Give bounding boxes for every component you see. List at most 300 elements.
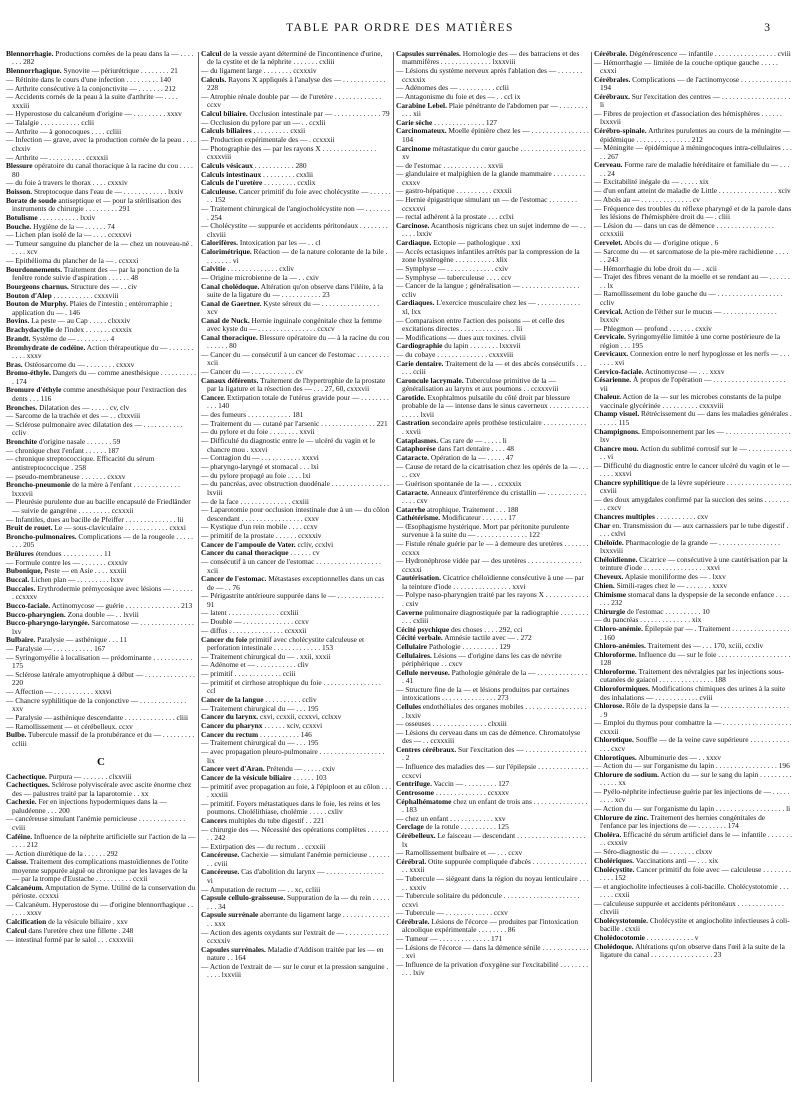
entry-text: Traitement de la — et des abcès consécutifs . . . . . . cciii [402,358,586,377]
index-entry [594,93,792,110]
entry-text: — Adénome et — . . . . . . . . . . . cliv [201,660,309,670]
entry-term: Cancer du foie [201,634,248,644]
index-entry [594,685,792,702]
entry-text: — Kystique d'un rein mobile . . . . ccxv [201,522,318,532]
index-entry [594,290,792,307]
index-entry [6,197,196,214]
entry-term: Centrosome [396,787,435,797]
entry-text: de la lèvre supérieure . . . . . . . . . . . . . . . . . . cxviii [600,477,792,496]
entry-term: Cancer du pharynx [201,721,263,731]
entry-term: Chancres multiples [594,512,655,522]
index-entry [6,421,196,438]
index-entry [201,248,391,265]
entry-text: dans l'uretère chez une fillette . 248 [26,925,134,935]
entry-text: — Double — . . . . . . . . . . . . . . ccxv [201,617,309,627]
entry-term: Chlorotique. [594,735,634,745]
entry-text: Modificateur . . . . . . . 17 [440,513,516,523]
entry-term: Calculs. [201,74,227,84]
entry-text: Cancer primitif du foie avec cholécystite — . . . . . . . . 152 [207,187,391,205]
entry-text: — Cancer du — consécutif à un cancer de l'estomac . . . . . . . . . xcii [201,350,389,368]
entry-text: — Tubercule — . . . . . . . . . . . . . ccxv [396,908,508,918]
entry-term: Calculeuse. [201,187,237,197]
index-entry [201,93,391,110]
entry-text: — Guérison spontanée de la — . . ccxxxix [396,478,522,488]
entry-text: — Hernie épigastrique simulant un — de l'estomac . . . . . . . . ccxxxvi [396,195,577,213]
entry-text: — osseuses . . . . . . . . . . . . . . . clxxiii [396,719,507,729]
entry-text: — Fibres de projection et d'association des hémisphères . . . . . . lxxxvii [594,109,782,127]
entry-term: Caverne [396,607,423,617]
entry-text: Action thérapeutique du — . . . . . . . . . . . xxxv [12,342,194,360]
index-entry [396,729,589,746]
entry-text: Souffle — de la veine cave supérieure . . . . . . . . . . . . . . cxcv [600,735,790,753]
entry-text: — Lésions de l'écorce — dans la démence sénile . . . . . . . . . . . . . . xvi [396,942,589,961]
entry-text: — Extirpation des — du rectum . . ccxxiii [201,841,326,851]
entry-text: — Fistule rénale guérie par le — à demeure des uretères . . . . . . . ccxxx [396,539,589,557]
page-number: 3 [764,22,770,34]
index-entry [6,344,196,361]
index-entry [594,814,792,831]
entry-text: — de l'estomac . . . . . . . . . . . . xxvii [396,160,504,170]
index-entry [396,669,589,686]
entry-text: — Excitabilité inégale du — . . . . . xix [594,177,709,187]
entry-text: — primitif . . . . . . . . . . . . . cciii [201,669,296,679]
entry-term: Cancer de la vésicule biliaire [201,772,292,782]
index-entry [6,93,196,110]
entry-term: Char [594,520,611,530]
entry-text: Traitement des hernies congénitales de l'enfance par les injections de — . . . . . . . . 174 [600,812,766,831]
entry-text: comme anesthésique pour l'extraction des dents . . . 116 [12,385,187,403]
index-entry [594,127,792,144]
index-entry [594,719,792,736]
entry-text: — du pylore et du foie . . . . . . . . xxvii [201,427,315,437]
entry-term: Cathétérisme. [396,513,441,523]
entry-text: Aplasie moniliforme des — . lxxv [623,572,726,582]
entry-term: Calculs vésicaux [201,160,253,170]
entry-term: Cachectiques. [6,780,50,790]
entry-term: Caféine. [6,831,33,841]
entry-text: Réaction — de la nature colorante de la bile . . . . . . . . vi [207,247,388,265]
entry-term: Buccal. [6,575,30,585]
entry-text: de la vésicule biliaire . xxv [46,917,128,927]
entry-text: Altération qu'on observe dans l'iléite, à la suite de la ligature du — . . . . . . . . . . . 23 [207,281,384,300]
index-entry [396,248,589,265]
entry-text: Acanthosis nigricans chez un sujet indemne de — . . . . . . lxxiv [402,220,586,239]
entry-term: Cancers [201,815,227,825]
index-entry [594,393,792,410]
entry-term: Cardiographie [396,341,443,351]
entry-term: Cervico-faciale. [594,366,644,376]
entry-text: Occlusion intestinale par — . . . . . . . . . . . . . 79 [247,109,390,119]
index-entry [396,574,589,591]
index-entry [594,771,792,788]
entry-text: — Arthrite consécutive à la conjonctivite — . . . . . . . 212 [6,83,176,93]
entry-term: Castration [396,418,430,428]
index-entry [6,901,196,918]
entry-term: Carcinose. [396,220,430,230]
index-entry [6,50,196,67]
entry-text: Modifications chimiques des urines à la suite des inhalations — . . . . . . . . . . . . cviii [600,684,786,702]
entry-text: — Cancer du — . . . . . . . . . . . . cv [201,367,303,377]
entry-text: — Hémorrhagie du lobe droit du — . xcii [594,263,717,273]
index-entry [396,875,589,892]
index-entry [201,748,391,765]
entry-term: Centrifuge. [396,779,432,789]
page-title: TABLE PAR ORDRE DES MATIÈRES [286,22,514,34]
entry-text: Influence de la néphrite artificielle sur l'action de la — . . . . 212 [12,831,196,849]
index-entry [396,317,589,334]
entry-term: Chlorose. [594,701,625,711]
entry-term: Cervicaux. [594,349,629,359]
entry-text: pulmonaire diagnostiquée par la radiographie . . . . . . . . . . . cxliii [402,607,589,625]
index-entry [396,892,589,909]
entry-text: Altérations qu'on observe dans l'œil à la suite de la ligature du canal . . . . . . . . . . . . . . . . . 23 [600,941,785,960]
entry-text: — Antagonisme du foie et des — . . ccl ix [396,91,521,101]
entry-term: Cheveux. [594,572,624,582]
entry-text: — Méningite — épidémique à méningocoques intra-cellulaires . . . . . 267 [594,143,792,161]
entry-text: Lésions de l'écorce — produites par l'intoxication alcoolique expérimentale . . . . . . . . 86 [402,917,579,935]
entry-text: — Contagion du — . . . . . . . . . . . xxxvi [201,453,319,463]
entry-text: . . . . . . . . . cxxlii [261,169,314,179]
entry-term: Césarienne. [594,375,632,385]
entry-text: Cicatrice — consécutive à une cautérisation par la teinture d'iode . . . . . . . . . . . . . . . . . xxvi [600,555,788,573]
entry-text: endothéliales des organes mobiles . . . . . . . . . . . . . . . . . . lxxiv [402,702,587,720]
entry-text: Hygiène de la — . . . . . . 74 [31,221,115,231]
entry-term: Caisse. [6,857,28,867]
index-entry [594,273,792,290]
entry-text: multiples du tube digestif . . 221 [226,815,325,825]
index-entry [6,481,196,498]
entry-text: — Tubercule — siégeant dans la région du noyau lenticulaire . . . . . xxxiv [396,874,589,892]
entry-term: Canaux déférents. [201,375,259,385]
index-entry [201,317,391,334]
index-entry [201,437,391,454]
entry-term: Cécité psychique [396,624,450,634]
entry-term: Canal cholédoque. [201,281,260,291]
index-entry [201,300,391,317]
entry-text: — d'un enfant atteint de maladie de Little . . . . . . . . . . . . . . . . xciv [594,186,791,196]
entry-term: Carotide. [396,392,426,402]
entry-term: Bronches. [6,402,38,412]
entry-text: — Tumeur sanguine du plancher de la — chez un nouveau-né . . . . . xcv [6,238,193,257]
entry-term: Chien. [594,580,615,590]
index-entry [6,533,196,550]
entry-term: Botulisme [6,212,38,222]
entry-text: — Sclérose pulmonaire avec dilatation des — . . . . . . . . . . . ccliv [6,419,183,438]
entry-text: — Production expérimentale des — . ccxxxii [201,135,335,145]
entry-term: Caroncule lacrymale. [396,375,464,385]
entry-term: Carabine Lebel. [396,100,447,110]
index-entry [396,102,589,119]
index-entry [201,894,391,911]
index-entry [396,67,589,84]
entry-text: Fer en injections hypodermiques dans la — paludéenne . . . 200 [12,797,167,815]
entry-term: Cervelet. [594,237,623,247]
entry-text: — Comparaison entre l'action des poisons — et celle des excitations directes . . . . . . . . . . . . . . . lii [396,315,565,333]
index-entry [396,170,589,187]
entry-text: Anneaux d'interférence du cristallin — . . . . . . . . . . . . . . . cxv [402,487,587,505]
entry-term: Cancer du larynx. [201,712,259,722]
entry-text: primitif avec cholécystite calculeuse et perforation intestinale . . . . . . . . . . . . . 153 [207,634,365,652]
entry-text: — Infection — grave, avec la production cornée de la peau . . . . clxxiv [6,135,196,153]
entry-term: Cerveau. [594,160,623,170]
entry-term: Chancre mou. [594,443,639,453]
entry-text: Vaccin — . . . . . . . . . 127 [431,779,510,789]
entry-term: Chloroformiques. [594,684,650,694]
index-entry [396,299,589,316]
entry-term: Bourdonnements. [6,264,63,274]
entry-text: — Périgastrite antérieure suppurée dans le — . . . . . . . . . . . . . 91 [201,591,384,609]
entry-text: Amnésie tactile avec — . 272 [442,633,532,643]
entry-text: — pseudo-membraneuse . . . . . . . cxxxv [6,471,126,481]
entry-text: — Symphyse — tuberculeuse . . . . ccv [396,272,512,282]
index-entry [6,731,196,748]
entry-text: — Epithélioma du plancher de la — . ccxxxi [6,256,139,266]
index-column-2 [201,50,391,1085]
entry-text: — latent . . . . . . . . . . . . . . ccxliii [201,608,299,618]
entry-text: — du pancréas, avec obstruction duodénale . . . . . . . . . . . . . . . . lxviii [201,479,390,497]
entry-text: Traitement des — par la ponction de la fenêtre ronde suivie d'aspiration . . . . . . 48 [12,264,180,283]
index-entry [594,900,792,917]
entry-text: — Lichen plan isolé de la — . . . . ccxxxvi [6,230,132,240]
index-entry [396,832,589,849]
entry-term: Calorimétrique. [201,247,252,257]
entry-term: Chéloïde. [594,537,624,547]
entry-text: . . . . . . cv [288,548,320,558]
entry-text: — glandulaire et malpighien de la glande mammaire . . . . . . . . . cxxxv [396,169,586,187]
entry-term: Canal thoracique. [201,332,258,342]
entry-text: — pharyngo-laryngé et stomacal . . . lxi [201,462,319,471]
index-entry [6,585,196,602]
index-entry [6,833,196,850]
entry-term: Cancer vert d'Aran. [201,764,265,774]
entry-term: Chloroforme. [594,649,637,659]
entry-text: Ectopie — pathologique . xxi [431,238,521,248]
entry-term: Cancer. [201,392,226,402]
entry-text: Sclérose polyviscérale avec ascite énorme chez des — palustres traité par la laparotomie . . xx [12,780,192,798]
entry-term: Choléra. [594,830,622,839]
entry-term: Cancer du rectum [201,729,259,739]
entry-text: Hernie inguinale congénitale chez la femme avec kyste du — . . . . . . . . . . . . . . . . ccxcv [207,315,382,334]
index-entry [396,523,589,540]
index-entry [201,222,391,239]
entry-term: Cholédoque. [594,941,634,951]
column-divider [393,52,394,1082]
entry-text: — Amputation de rectum — . . xc, ccliii [201,884,321,894]
index-entry [594,161,792,178]
index-entry [6,136,196,153]
entry-text: Sur l'excitation des — . . . . . . . . . . . . . . . . . . 2 [402,745,587,763]
entry-text: Complications — de la rougeole . . . . . . . . 205 [12,531,193,550]
entry-text: Purpura — . . . . . . . clxxviii [46,771,132,781]
entry-term: Calcul [6,925,27,935]
entry-term: Cécité verbale. [396,633,443,643]
entry-text: . . . . . . . . . . . . . . cxliv [225,264,295,274]
index-entry [201,636,391,653]
entry-term: Cholédocotomie [594,932,645,942]
index-entry [594,222,792,239]
entry-text: Dangers du — comme anesthésique . . . . . . . . . . . 174 [12,368,196,386]
entry-term: Calculs de l'uretère [201,178,263,188]
entry-text: — Talalgie . . . . . . . . . . . cclii [6,118,95,128]
entry-text: La peste — au Cap . . . . . clxxxiv [29,316,131,326]
entry-text: — Séro-diagnostic du — . . . . . . . clxxv [594,847,713,857]
entry-term: Broncho-pulmonaires. [6,531,77,541]
index-entry [396,746,589,763]
entry-term: Chirurgie [594,606,626,616]
index-entry [201,377,391,394]
entry-text: Rôle de la dyspepsie dans la — . . . . . . . . . . . . . . . . . . . . 9 [600,701,789,719]
entry-text: Rétrécissement du — dans les maladies générales . . . . . . 115 [600,409,792,427]
index-column-4 [594,50,792,1085]
entry-text: Otite suppurée compliquée d'abcès . . . . . . . . . . . . . . . . . xxxii [402,857,587,875]
entry-term: Cholécystotomie. [594,915,648,925]
entry-term: Brachydactylie [6,325,54,335]
entry-text: — Origine microbienne de la — . . cxiv [201,272,319,282]
entry-text: — et angiocholite infectieuses à coli-bacille. Cholécystotomie . . . . . . . cxxii [594,881,789,900]
index-entry [594,651,792,668]
index-entry [594,831,792,848]
index-entry [594,350,792,367]
entry-text: — rectal adhérent à la prostate . . . cclxi [396,212,514,222]
entry-text: . . . . . . . . . ccxlix [262,178,316,188]
entry-term: Bucco-pharyngien. [6,609,66,619]
index-entry [396,918,589,935]
entry-term: Cataracte. [396,487,430,497]
entry-text: — Sclérose latérale amyotrophique à début — . . . . . . . . . . . . . . 220 [6,669,195,688]
entry-term: Capsule cellulo-graisseuse. [201,893,286,903]
entry-text: Streptocoque dans l'eau de — . . . . . . . . . . . . lxxiv [32,187,184,197]
entry-term: Cerclage [396,822,424,832]
entry-text: — Lésions du système nerveux après l'ablation des — . . . . . . . ccxxxix [396,66,583,84]
entry-term: Centres cérébraux. [396,745,457,755]
entry-text: . . . . . . . . . . . . . . 127 [432,117,497,127]
index-entry [396,540,589,557]
entry-text: — du ligament large . . . . . . . . ccxxxiv [201,66,317,76]
index-entry [6,386,196,403]
entry-text: — Paralysie — . . . . . . . . . . . 167 [6,644,106,654]
entry-term: Chlorure de zinc. [594,812,649,822]
index-entry [201,558,391,575]
entry-text: Paralysie — asthénique . . . 11 [35,635,127,645]
entry-text: — Traitement du — cutané par l'arsenic . . . . . . . . . . . . . . . 221 [201,418,388,428]
entry-term: Bouche. [6,221,32,231]
entry-term: Chéloïdienne. [594,555,638,565]
entry-term: Blennorrhagie. [6,50,54,58]
entry-text: — des doux amygdales confirmé par la succion des seins . . . . . . . . . cxcv [594,495,789,513]
entry-term: Blessure [6,161,33,171]
index-entry [594,556,792,573]
index-entry [201,592,391,609]
entry-term: Bras. [6,359,23,369]
index-entry [201,575,391,592]
entry-text: Cas rare de — . . . . . li [438,435,507,445]
entry-text: — Symphyse — . . . . . . . . . . . . . cxiv [396,263,508,273]
entry-text: métastatique du cœur gauche . . . . . . . . . . . . . . . . . . xv [402,143,586,161]
entry-term: Capsules surrénales. [201,944,266,954]
index-entry [201,351,391,368]
entry-term: Chimisme [594,589,627,599]
section-letter: C [97,756,105,769]
index-entry [396,686,589,703]
index-entry [594,462,792,479]
entry-term: Capsule surrénale [201,910,259,920]
entry-text: — de la face . . . . . . . . . . . . . . cxxiii [201,496,309,506]
entry-term: Cautérisation. [396,573,441,583]
entry-text: — chronique streptococcique. Efficacité du sérum antistreptococcique . 258 [6,454,155,472]
entry-text: — Action des agents oxydants sur l'extrait de — . . . . . . . . . . . . ccxxxiv [201,927,389,945]
index-entry [201,506,391,523]
entry-text: — Trajet des fibres venant de la moelle et se rendant au — . . . . . . . . lx [594,272,790,290]
entry-term: Cervicale. [594,332,626,342]
entry-text: Traitement des névralgies par les injections sous-cutanées de gaiacol . . . . . . . . . . . . . . . 188 [600,667,784,685]
entry-term: Cardiaque. [396,238,432,248]
entry-text: — Pyélo-néphrite infectieuse guérie par les injections de — . . . . . . . . . xcv [594,787,790,805]
entry-term: Bruit de rouet. [6,523,53,533]
entry-text: Tubercule massif de la protubérance et du — . . . . . . . . . ccliii [12,730,195,748]
entry-text: Plaies de l'intestin ; entérorraphie ; application du — . 146 [12,299,173,317]
index-entry [6,697,196,714]
entry-text: Tuberculose primitive de la — généralisation au larynx et aux poumons . . ccxxxviii [402,375,559,394]
entry-text: — Arthrite — à gonocoques . . . . ccliii [6,126,122,136]
entry-text: — Accès ectasiques infantiles arrêtés par la compression de la zone hystérogène . . . . . . . . . . . xlix [396,246,580,265]
entry-text: Le faisceau — descendant . . . . . . . . . . . . . . . . . . . lx [402,831,586,849]
entry-text: de la rotule . . . . . . . . . . 125 [423,822,509,832]
index-entry [396,858,589,875]
entry-text: — Hyperostose du calcanéum d'origine — . . . . . . . . . xxxv [6,109,182,119]
entry-text: . . . . . . xciv, ccxxvi [262,721,323,731]
entry-term: Bouton d'Alep [6,290,52,300]
entry-text: — Modifications — dues aux toxines. clviii [396,332,526,342]
entry-text: — Ramollissement bulbaire et — . . . ccxv [396,848,523,858]
entry-term: Calvitie [201,264,226,274]
index-entry [396,961,589,978]
entry-text: Moelle épinière chez les — . . . . . . . . . . . . . . . . 104 [402,126,589,144]
index-entry [6,858,196,883]
entry-text: Cholécystite et angiocholite infectieuses à coli-bacille . cxxii [600,915,790,934]
entry-text: de la mère à l'enfant . . . . . . . . . . . . . lxxxvii [12,480,180,498]
entry-term: Bulbaire. [6,635,36,645]
entry-term: Broncho-pneumonie [6,480,71,490]
entry-text: — Abcès au — . . . . . . . . . . . . . . cv [594,194,700,204]
index-entry [594,788,792,805]
entry-term: Bulbe. [6,730,27,740]
entry-text: Système de — . . . . . . . . . 4 [30,333,115,343]
entry-term: Cancer de la langue [201,694,264,704]
entry-text: Lichen plan — . . . . . . . . . lxxv [29,575,124,585]
index-entry [594,668,792,685]
index-entry [594,539,792,556]
entry-text: Influence du — sur le foie . . . . . . . . . . . . . . . . . . . . 128 [600,649,791,668]
entry-text: Erythrodermie prémycosique avec lésions — . . . . . . . ccxxxv [12,583,193,602]
index-entry [594,702,792,719]
entry-text: Métastases exceptionnelles dans un cas de — . . 76 [207,574,385,592]
entry-term: Bromhydrate de codéine. [6,342,86,352]
entry-text: Action de la — sur les microbes constants de la pulpe vaccinale glycérinée . . . . . . . . . . cxxxviii [600,392,782,410]
entry-term: Cancéreuse. [201,850,240,860]
entry-text: Action de l'éther sur le mucus — . . . . . . . . . . . . . . . lxxxiv [600,306,777,324]
entry-text: Épilepsie par — . Traitement . . . . . . . . . . . . . . . . . 160 [600,624,790,642]
entry-text: Maladie d'Addison traitée par les — en nature . . 164 [207,944,384,963]
entry-text: — Action de l'extrait de — sur le cœur et la pression sanguine . . . . . lxxviii [201,961,389,980]
entry-text: Exophtalmos pulsatile du côté droit par blessure probable de la — intense dans le sinus caverneux . . . . . . . . . . . . . . . . lxvii [402,392,589,419]
entry-text: d'origine nasale . . . . . . . 59 [37,437,121,447]
entry-text: . . . . . . . . . . . . . v [644,932,699,942]
entry-term: Brandt. [6,333,31,343]
index-entry [201,205,391,222]
entry-text: Cicatrice chéloïdienne consécutive à une — par la teinture d'iode . . . . . . . . . . . . . . . . xxvi [402,573,584,591]
index-entry [594,410,792,427]
entry-term: Chloroforme. [594,667,637,677]
